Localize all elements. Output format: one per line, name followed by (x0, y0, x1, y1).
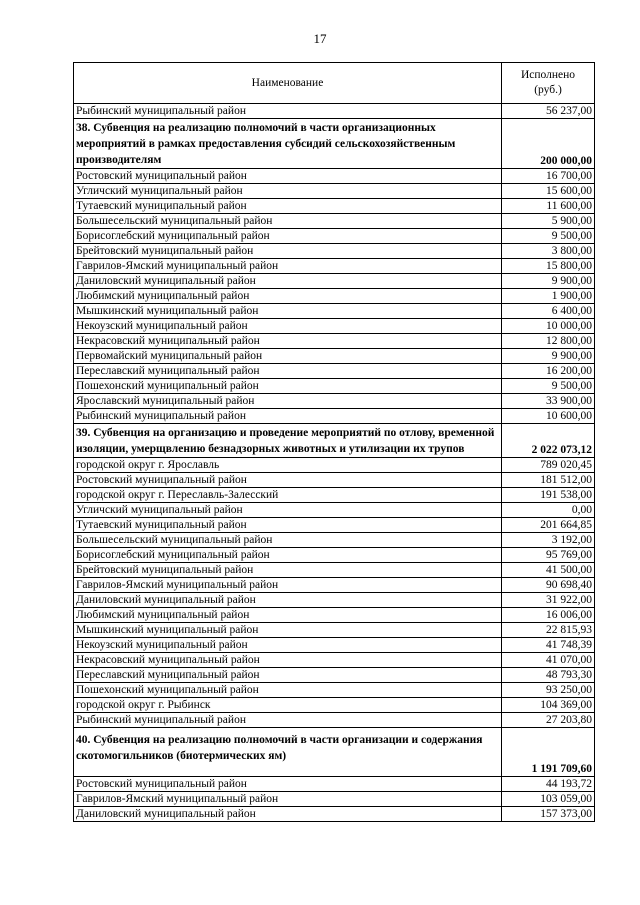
table-header-row (74, 63, 595, 104)
section-total: 2 022 073,12 (502, 424, 595, 458)
municipality-name: Борисоглебский муниципальный район (74, 229, 502, 244)
table-row (74, 533, 595, 548)
municipality-name: Гаврилов-Ямский муниципальный район (74, 259, 502, 274)
amount-value: 90 698,40 (502, 578, 595, 593)
table-row (74, 777, 595, 792)
amount-value: 16 200,00 (502, 364, 595, 379)
amount-value: 1 900,00 (502, 289, 595, 304)
table-row (74, 608, 595, 623)
table-row (74, 713, 595, 728)
municipality-name: Даниловский муниципальный район (74, 274, 502, 289)
budget-execution-table (73, 62, 595, 822)
amount-value: 41 748,39 (502, 638, 595, 653)
table-row (74, 792, 595, 807)
municipality-name: Ярославский муниципальный район (74, 394, 502, 409)
table-row (74, 518, 595, 533)
section-title: 40. Субвенция на реализацию полномочий в части организации и содержания скотомогильников (биотермических ям) (74, 728, 502, 777)
table-row (74, 653, 595, 668)
municipality-name: Рыбинский муниципальный район (74, 409, 502, 424)
amount-value: 41 070,00 (502, 653, 595, 668)
municipality-name: городской округ г. Рыбинск (74, 698, 502, 713)
table-row (74, 394, 595, 409)
table-row (74, 104, 595, 119)
municipality-name: Брейтовский муниципальный район (74, 244, 502, 259)
table-row (74, 199, 595, 214)
amount-value: 104 369,00 (502, 698, 595, 713)
column-header-name: Наименование (74, 63, 502, 104)
municipality-name: Переславский муниципальный район (74, 668, 502, 683)
amount-value: 48 793,30 (502, 668, 595, 683)
municipality-name: Тутаевский муниципальный район (74, 518, 502, 533)
amount-value: 0,00 (502, 503, 595, 518)
table-row (74, 548, 595, 563)
amount-value: 15 600,00 (502, 184, 595, 199)
municipality-name: Ростовский муниципальный район (74, 169, 502, 184)
table-row (74, 683, 595, 698)
municipality-name: Мышкинский муниципальный район (74, 304, 502, 319)
table-row (74, 244, 595, 259)
section-title: 39. Субвенция на организацию и проведение мероприятий по отлову, временной изоляции, умерщвлению безнадзорных животных и утилизации их трупов (74, 424, 502, 458)
table-row (74, 578, 595, 593)
section-row (74, 728, 595, 777)
amount-value: 3 800,00 (502, 244, 595, 259)
table-row (74, 319, 595, 334)
table-row (74, 638, 595, 653)
municipality-name: Гаврилов-Ямский муниципальный район (74, 578, 502, 593)
table-row (74, 379, 595, 394)
municipality-name: Пошехонский муниципальный район (74, 683, 502, 698)
amount-value: 41 500,00 (502, 563, 595, 578)
page-number: 17 (313, 31, 327, 46)
column-header-amount-unit: (руб.) (534, 84, 562, 96)
amount-value: 3 192,00 (502, 533, 595, 548)
table-row (74, 623, 595, 638)
municipality-name: Пошехонский муниципальный район (74, 379, 502, 394)
table-row (74, 409, 595, 424)
municipality-name: Некрасовский муниципальный район (74, 653, 502, 668)
amount-value: 103 059,00 (502, 792, 595, 807)
table-row (74, 364, 595, 379)
municipality-name: Ростовский муниципальный район (74, 777, 502, 792)
municipality-name: Гаврилов-Ямский муниципальный район (74, 792, 502, 807)
amount-value: 191 538,00 (502, 488, 595, 503)
table-row (74, 274, 595, 289)
amount-value: 22 815,93 (502, 623, 595, 638)
municipality-name: Первомайский муниципальный район (74, 349, 502, 364)
section-row (74, 424, 595, 458)
municipality-name: Угличский муниципальный район (74, 184, 502, 199)
municipality-name: Большесельский муниципальный район (74, 533, 502, 548)
municipality-name: Мышкинский муниципальный район (74, 623, 502, 638)
table-row (74, 349, 595, 364)
amount-value: 181 512,00 (502, 473, 595, 488)
municipality-name: Даниловский муниципальный район (74, 593, 502, 608)
amount-value: 93 250,00 (502, 683, 595, 698)
amount-value: 27 203,80 (502, 713, 595, 728)
table-row (74, 698, 595, 713)
table-row (74, 259, 595, 274)
municipality-name: Любимский муниципальный район (74, 289, 502, 304)
table-row (74, 289, 595, 304)
table-row (74, 169, 595, 184)
amount-value: 201 664,85 (502, 518, 595, 533)
amount-value: 16 700,00 (502, 169, 595, 184)
municipality-name: городской округ г. Ярославль (74, 458, 502, 473)
municipality-name: Некоузский муниципальный район (74, 638, 502, 653)
section-total: 200 000,00 (502, 119, 595, 169)
table-row (74, 563, 595, 578)
column-header-amount-title: Исполнено (520, 69, 576, 81)
amount-value: 789 020,45 (502, 458, 595, 473)
amount-value: 44 193,72 (502, 777, 595, 792)
amount-value: 33 900,00 (502, 394, 595, 409)
municipality-name: Переславский муниципальный район (74, 364, 502, 379)
municipality-name: Некоузский муниципальный район (74, 319, 502, 334)
amount-value: 95 769,00 (502, 548, 595, 563)
amount-value: 16 006,00 (502, 608, 595, 623)
amount-value: 10 600,00 (502, 409, 595, 424)
section-row (74, 119, 595, 169)
table-row (74, 304, 595, 319)
municipality-name: Тутаевский муниципальный район (74, 199, 502, 214)
municipality-name: Рыбинский муниципальный район (74, 713, 502, 728)
section-total: 1 191 709,60 (502, 728, 595, 777)
amount-value: 157 373,00 (502, 807, 595, 822)
amount-value: 15 800,00 (502, 259, 595, 274)
amount-value: 12 800,00 (502, 334, 595, 349)
table-row (74, 184, 595, 199)
table-row (74, 334, 595, 349)
table-row (74, 488, 595, 503)
section-title: 38. Субвенция на реализацию полномочий в части организационных мероприятий в рамках предоставления субсидий сельскохозяйственным производителям (74, 119, 502, 169)
municipality-name: Брейтовский муниципальный район (74, 563, 502, 578)
municipality-name: Рыбинский муниципальный район (74, 104, 502, 119)
amount-value: 10 000,00 (502, 319, 595, 334)
table-row (74, 593, 595, 608)
amount-value: 9 900,00 (502, 274, 595, 289)
amount-value: 31 922,00 (502, 593, 595, 608)
table-row (74, 214, 595, 229)
amount-value: 56 237,00 (502, 104, 595, 119)
amount-value: 5 900,00 (502, 214, 595, 229)
table-row (74, 503, 595, 518)
table-body (74, 104, 595, 822)
municipality-name: Любимский муниципальный район (74, 608, 502, 623)
table-row (74, 458, 595, 473)
table-row (74, 473, 595, 488)
municipality-name: Борисоглебский муниципальный район (74, 548, 502, 563)
table-row (74, 229, 595, 244)
column-header-amount (502, 63, 595, 104)
amount-value: 6 400,00 (502, 304, 595, 319)
table-row (74, 668, 595, 683)
amount-value: 9 900,00 (502, 349, 595, 364)
table-row (74, 807, 595, 822)
municipality-name: Некрасовский муниципальный район (74, 334, 502, 349)
municipality-name: городской округ г. Переславль-Залесский (74, 488, 502, 503)
amount-value: 9 500,00 (502, 229, 595, 244)
municipality-name: Ростовский муниципальный район (74, 473, 502, 488)
municipality-name: Даниловский муниципальный район (74, 807, 502, 822)
amount-value: 9 500,00 (502, 379, 595, 394)
amount-value: 11 600,00 (502, 199, 595, 214)
municipality-name: Большесельский муниципальный район (74, 214, 502, 229)
municipality-name: Угличский муниципальный район (74, 503, 502, 518)
